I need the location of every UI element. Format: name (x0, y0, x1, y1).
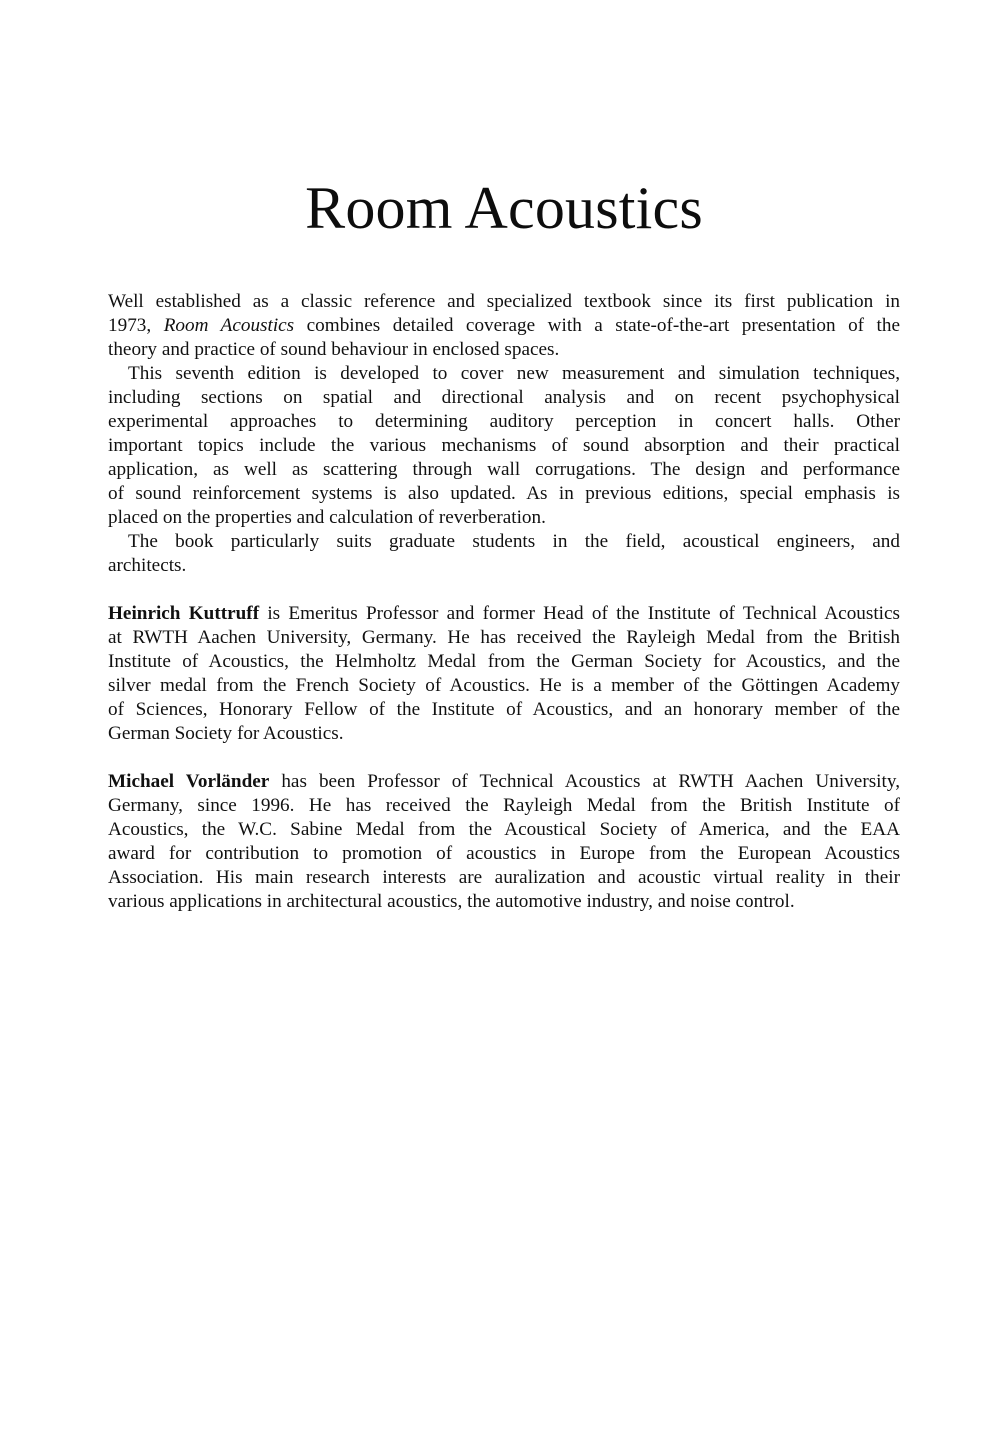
text-span: is Emeritus Professor and former Head of the Institute of Technical Acoustics (259, 603, 900, 624)
author-bio-kuttruff (108, 602, 900, 746)
text-span: combines detailed coverage with a state-of-the-art presentation of the (294, 315, 900, 336)
text-span: has been Professor of Technical Acoustics at RWTH Aachen University, (269, 771, 900, 792)
paragraph-gap (108, 578, 900, 602)
text-line: architects. (108, 555, 187, 576)
text-line: theory and practice of sound behaviour in enclosed spaces. (108, 339, 560, 360)
description-paragraph-3 (108, 530, 900, 578)
text-line (108, 314, 900, 338)
author-name: Heinrich Kuttruff (108, 603, 260, 624)
text-line: important topics include the various mechanisms of sound absorption and their practical (108, 435, 900, 456)
text-line: silver medal from the French Society of Acoustics. He is a member of the Göttingen Academy (108, 675, 900, 696)
book-description (108, 290, 900, 914)
book-title-italic: Room Acoustics (163, 315, 295, 336)
text-line: Association. His main research interests are auralization and acoustic virtual reality in their (108, 867, 900, 888)
author-bio-vorlander (108, 770, 900, 914)
text-line: German Society for Acoustics. (108, 723, 344, 744)
text-line: Germany, since 1996. He has received the Rayleigh Medal from the British Institute of (108, 795, 900, 816)
text-line: application, as well as scattering through wall corrugations. The design and performance (108, 459, 900, 480)
text-line: Institute of Acoustics, the Helmholtz Medal from the German Society for Acoustics, and the (108, 651, 900, 672)
text-line: The book particularly suits graduate students in the field, acoustical engineers, and (128, 531, 900, 552)
text-line: Well established as a classic reference and specialized textbook since its first publication in (108, 291, 900, 312)
description-paragraph-2 (108, 362, 900, 530)
text-line: of sound reinforcement systems is also updated. As in previous editions, special emphasis is (108, 483, 900, 504)
description-paragraph-1 (108, 290, 900, 362)
text-line: including sections on spatial and directional analysis and on recent psychophysical (108, 387, 900, 408)
text-line: placed on the properties and calculation of reverberation. (108, 507, 546, 528)
text-line: at RWTH Aachen University, Germany. He has received the Rayleigh Medal from the British (108, 627, 900, 648)
text-line: experimental approaches to determining auditory perception in concert halls. Other (108, 411, 900, 432)
text-span: 1973, (108, 315, 164, 336)
text-line: Acoustics, the W.C. Sabine Medal from the Acoustical Society of America, and the EAA (108, 819, 900, 840)
text-line (108, 602, 900, 626)
text-line: various applications in architectural acoustics, the automotive industry, and noise control. (108, 891, 795, 912)
paragraph-gap (108, 746, 900, 770)
author-name: Michael Vorländer (108, 771, 270, 792)
book-title: Room Acoustics (305, 175, 703, 241)
text-line (108, 770, 900, 794)
text-line: award for contribution to promotion of acoustics in Europe from the European Acoustics (108, 843, 900, 864)
text-line: of Sciences, Honorary Fellow of the Institute of Acoustics, and an honorary member of the (108, 699, 900, 720)
text-line: This seventh edition is developed to cover new measurement and simulation techniques, (128, 363, 900, 384)
